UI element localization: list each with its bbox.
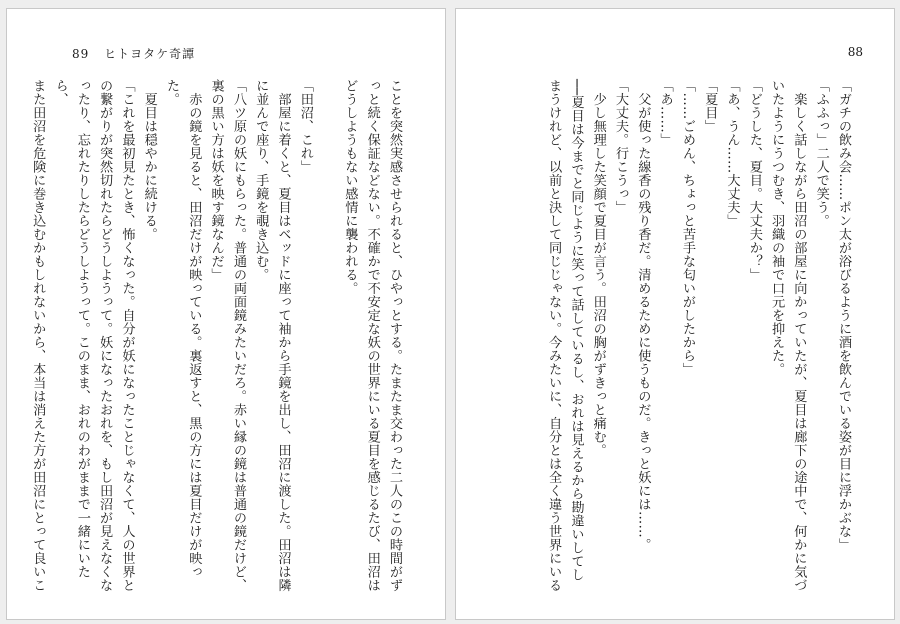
body-text: [500, 79, 854, 599]
text-line: ことを突然実感させられると、ひやっとする。たまたま交わった二人のこの時間がず: [387, 79, 402, 592]
text-line: ったり、忘れたりしたらどうしようって。このまま、おれのわがままで一緒にいたら、: [52, 79, 90, 579]
text-line: っと続く保証などない。不確かで不安定な妖の世界にいる夏目を感じるたび、田沼は: [364, 79, 380, 592]
text-line: [316, 79, 338, 599]
text-line: 「どうした、夏目。大丈夫か？」: [746, 79, 762, 282]
body-text: [30, 79, 405, 599]
text-line: 「八ツ原の妖にもらった。普通の両面鏡みたいだろ。赤い縁の鏡は普通の鏡だけど、: [230, 79, 246, 592]
text-line: 部屋に着くと、夏目はベッドに座って袖から手鏡を出し、田沼に渡した。田沼は隣: [275, 79, 291, 592]
text-line: 「これを最初見たとき、怖くなった。自分が妖になったことじゃなくて、人の世界と: [119, 79, 135, 592]
text-line: いたようにうつむき、羽織の袖で口元を抑えた。: [769, 79, 785, 376]
text-line: に並んで座り、手鏡を覗き込む。: [253, 79, 269, 282]
text-line: また田沼を危険に巻き込むかもしれないから、本当は消えた方が田沼にとって良いこ: [30, 79, 46, 592]
text-line: ──夏目は今までと同じように笑って話しているし、おれは見えるから勘違いしてし: [568, 79, 584, 582]
text-line: 「あ、うん……大丈夫」: [724, 79, 740, 228]
text-line: 「田沼、これ」: [297, 79, 313, 174]
right-page: [455, 8, 895, 620]
text-line: 「夏目」: [702, 79, 718, 133]
text-line: 少し無理した笑顔で夏目が言う。田沼の胸がずきっと痛む。: [590, 79, 606, 457]
page-header: [72, 45, 195, 62]
text-line: 「大丈夫。行こうっ」: [613, 79, 629, 214]
left-page: [6, 8, 446, 620]
text-line: 赤の鏡を見ると、田沼だけが映っている。裏返すと、黒の方には夏目だけが映った。: [164, 79, 202, 579]
text-line: 「ガチの飲み会……ポン太が浴びるように酒を飲んでいる姿が目に浮かぶな」: [836, 79, 851, 552]
text-line: まうけれど、以前と決して同じじゃない。今みたいに、自分とは全く違う世界にいる: [546, 79, 562, 592]
text-line: 「……ごめん、ちょっと苦手な匂いがしたから」: [679, 79, 695, 376]
page-number: 89: [72, 47, 90, 61]
text-line: どうしようもない感情に襲われる。: [342, 79, 358, 295]
text-line: 父が使った線香の残り香だ。清めるために使うものだ。きっと妖には……。: [635, 79, 651, 552]
text-line: 「あ……」: [657, 79, 673, 147]
text-line: 楽しく話しながら田沼の部屋に向かっていたが、夏目は廊下の途中で、何かに気づ: [791, 79, 807, 592]
running-title: ヒトヨタケ奇譚: [104, 47, 196, 61]
text-line: 夏目は穏やかに続ける。: [141, 79, 157, 241]
text-line: 裏の黒い方は妖を映す鏡なんだ」: [208, 79, 224, 282]
text-line: の繋がりが突然切れたらどうしようって。妖になったおれを、もし田沼が見えなくな: [97, 79, 113, 592]
page-number: 88: [847, 45, 863, 59]
text-line: 「ふふっ」二人で笑う。: [813, 79, 829, 228]
